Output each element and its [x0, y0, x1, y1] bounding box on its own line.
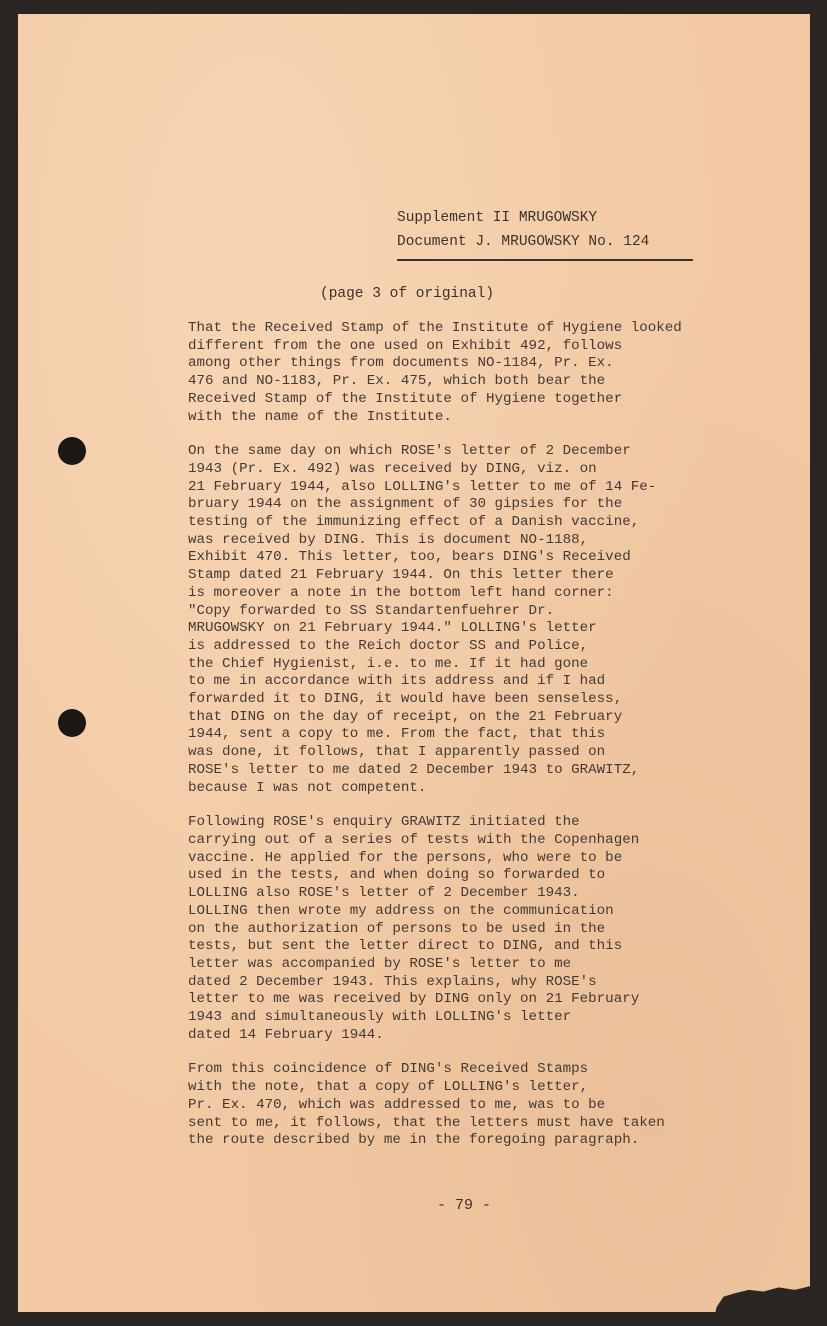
text-line: dated 2 December 1943. This explains, why ROSE's — [188, 973, 597, 990]
text-line: 1944, sent a copy to me. From the fact, that this — [188, 726, 606, 743]
paragraph-1 — [188, 320, 808, 426]
text-line: is moreover a note in the bottom left hand corner: — [188, 584, 614, 601]
text-line: dated 14 February 1944. — [188, 1026, 384, 1043]
document-header — [397, 206, 649, 254]
text-line: on the authorization of persons to be used in the — [188, 920, 606, 937]
page-of-original: (page 3 of original) — [320, 286, 495, 302]
text-line: 476 and NO-1183, Pr. Ex. 475, which both bear the — [188, 373, 606, 390]
text-line: From this coincidence of DING's Received Stamps — [188, 1061, 589, 1078]
header-underline — [397, 259, 693, 261]
text-line: the route described by me in the foregoing paragraph. — [188, 1132, 640, 1149]
text-line: Pr. Ex. 470, which was addressed to me, was to be — [188, 1096, 606, 1113]
paragraph-4 — [188, 1061, 808, 1150]
document-body — [188, 320, 808, 1167]
paragraph-2 — [188, 443, 808, 797]
page-number: - 79 - — [437, 1197, 492, 1214]
text-line: letter was accompanied by ROSE's letter to me — [188, 955, 572, 972]
text-line: sent to me, it follows, that the letters must have taken — [188, 1114, 665, 1131]
text-line: testing of the immunizing effect of a Danish vaccine, — [188, 514, 640, 531]
text-line: carrying out of a series of tests with the Copenhagen — [188, 831, 640, 848]
text-line: with the name of the Institute. — [188, 408, 452, 425]
punch-hole-top — [58, 437, 86, 465]
text-line: LOLLING also ROSE's letter of 2 December 1943. — [188, 885, 580, 902]
supplement-line: Supplement II MRUGOWSKY — [397, 210, 598, 226]
text-line: different from the one used on Exhibit 492, follows — [188, 337, 623, 354]
text-line: used in the tests, and when doing so forwarded to — [188, 867, 606, 884]
text-line: is addressed to the Reich doctor SS and Police, — [188, 637, 589, 654]
text-line: 1943 (Pr. Ex. 492) was received by DING, viz. on — [188, 460, 597, 477]
text-line: forwarded it to DING, it would have been senseless, — [188, 691, 623, 708]
text-line: with the note, that a copy of LOLLING's letter, — [188, 1079, 589, 1096]
text-line: Stamp dated 21 February 1944. On this letter there — [188, 567, 614, 584]
text-line: was received by DING. This is document NO-1188, — [188, 531, 589, 548]
paragraph-3 — [188, 814, 808, 1044]
text-line: Following ROSE's enquiry GRAWITZ initiated the — [188, 814, 580, 831]
document-number-line: Document J. MRUGOWSKY No. 124 — [397, 234, 650, 250]
punch-hole-bottom — [58, 709, 86, 737]
text-line: That the Received Stamp of the Institute of Hygiene looked — [188, 320, 682, 336]
text-line: among other things from documents NO-1184, Pr. Ex. — [188, 355, 614, 372]
text-line: that DING on the day of receipt, on the 21 February — [188, 708, 623, 725]
text-line: because I was not competent. — [188, 779, 427, 796]
text-line: 1943 and simultaneously with LOLLING's letter — [188, 1009, 572, 1026]
text-line: Received Stamp of the Institute of Hygiene together — [188, 390, 623, 407]
text-line: MRUGOWSKY on 21 February 1944." LOLLING's letter — [188, 620, 597, 637]
text-line: vaccine. He applied for the persons, who were to be — [188, 849, 623, 866]
text-line: the Chief Hygienist, i.e. to me. If it had gone — [188, 655, 589, 672]
text-line: tests, but sent the letter direct to DING, and this — [188, 938, 623, 955]
text-line: On the same day on which ROSE's letter of 2 December — [188, 443, 631, 460]
text-line: LOLLING then wrote my address on the communication — [188, 902, 614, 919]
text-line: to me in accordance with its address and if I had — [188, 673, 606, 690]
text-line: ROSE's letter to me dated 2 December 1943 to GRAWITZ, — [188, 761, 640, 778]
text-line: bruary 1944 on the assignment of 30 gipsies for the — [188, 496, 623, 513]
text-line: 21 February 1944, also LOLLING's letter to me of 14 Fe- — [188, 478, 657, 495]
text-line: "Copy forwarded to SS Standartenfuehrer Dr. — [188, 602, 555, 619]
text-line: Exhibit 470. This letter, too, bears DING's Received — [188, 549, 631, 566]
text-line: was done, it follows, that I apparently passed on — [188, 744, 606, 761]
text-line: letter to me was received by DING only on 21 February — [188, 991, 640, 1008]
